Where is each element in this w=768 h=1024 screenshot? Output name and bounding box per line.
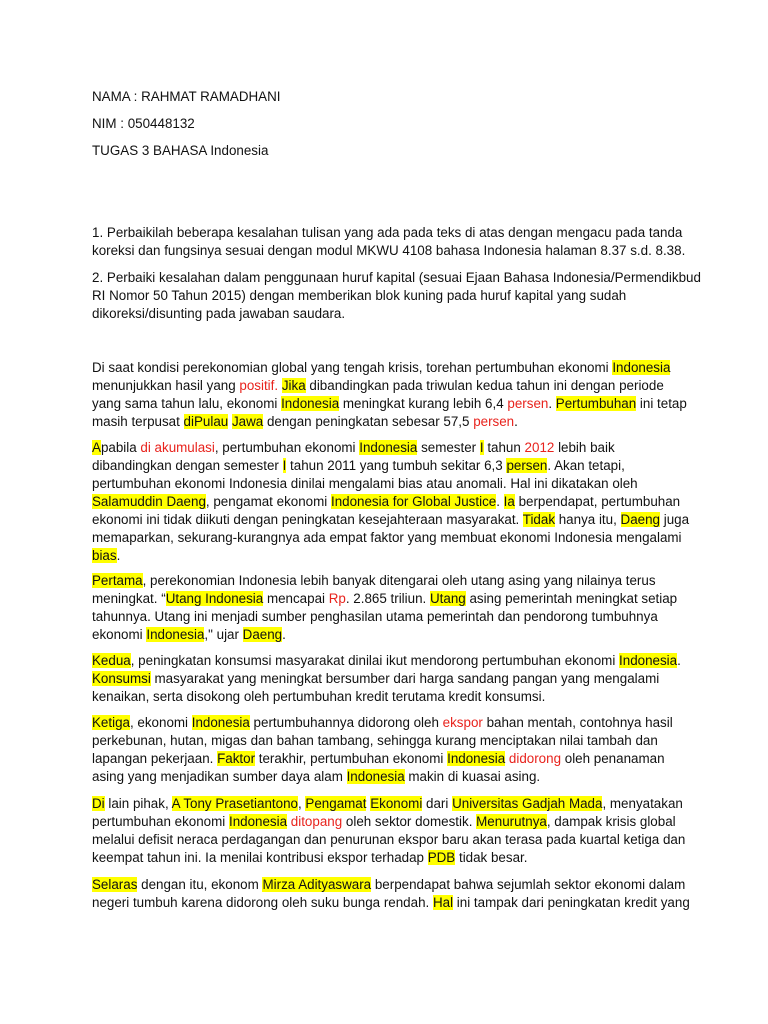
highlighted-text: Menurutnya (476, 814, 547, 829)
highlighted-text: Indonesia (346, 769, 405, 784)
text-span: memaparkan, sekurang-kurangnya ada empat faktor yang membuat ekonomi Indonesia mengalami (92, 530, 682, 545)
highlighted-text: Tidak (522, 512, 556, 527)
text-span: lebih baik (554, 440, 615, 455)
text-span: bahan mentah, contohnya hasil (482, 715, 673, 730)
text-line (92, 849, 692, 867)
text-span: , pertumbuhan ekonomi (214, 440, 360, 455)
highlighted-text: Indonesia (359, 440, 418, 455)
text-span: masyarakat yang meningkat bersumber dari harga sandang pangan yang mengalami (150, 671, 660, 686)
text-span: dengan itu, ekonom (137, 877, 263, 892)
text-span: , pengamat ekonomi (205, 494, 331, 509)
essay-paragraph-1 (92, 359, 692, 431)
text-line (92, 377, 692, 395)
highlighted-text: Ketiga (92, 715, 130, 730)
text-line: 2. Perbaiki kesalahan dalam penggunaan huruf kapital (sesuai Ejaan Bahasa Indonesia/Permendikbud (92, 270, 701, 285)
highlighted-text: Pertumbuhan (555, 396, 637, 411)
text-line: koreksi dan fungsinya sesuai dengan modul MKWU 4108 bahasa Indonesia halaman 8.37 s.d. 8.38. (92, 243, 686, 258)
corrected-text: didorong (508, 751, 562, 766)
text-line (92, 475, 692, 493)
text-span: . (514, 414, 518, 429)
text-span: pertumbuhan ekonomi (92, 814, 229, 829)
highlighted-text: Indonesia (228, 814, 288, 829)
text-span: meningkat kurang lebih 6,4 (339, 396, 508, 411)
student-name: NAMA : RAHMAT RAMADHANI (92, 89, 281, 104)
text-span: ekonomi ini tidak diikuti dengan peningkatan kesejahteraan masyarakat. (92, 512, 523, 527)
highlighted-text: Utang Indonesia (165, 591, 264, 606)
text-line (92, 652, 692, 670)
text-span: semester (417, 440, 480, 455)
highlighted-text: persen (506, 458, 548, 473)
text-line (92, 688, 692, 706)
text-span: tahunnya. Utang ini menjadi sumber penghasilan utama pemerintah dan pendorong tumbuhnya (92, 609, 658, 624)
text-line (92, 626, 692, 644)
text-span: asing pemerintah meningkat setiap (465, 591, 678, 606)
text-span: berpendapat, pertumbuhan (514, 494, 681, 509)
corrected-text: Rp (328, 591, 346, 606)
text-line (92, 511, 692, 529)
text-line (92, 439, 692, 457)
text-span: yang sama tahun lalu, ekonomi (92, 396, 282, 411)
text-span: dibandingkan dengan semester (92, 458, 283, 473)
text-span: negeri tumbuh karena didorong oleh suku bunga rendah. (92, 895, 433, 910)
highlighted-text: Indonesia (191, 715, 250, 730)
highlighted-text: Kedua (92, 653, 131, 668)
text-span: makin di kuasai asing. (404, 769, 541, 784)
text-line (92, 590, 692, 608)
highlighted-text: Jika (281, 378, 306, 393)
text-line (92, 413, 692, 431)
text-line: dikoreksi/disunting pada jawaban saudara. (92, 306, 346, 321)
text-span: kenaikan, serta disokong oleh pertumbuhan kredit terutama kredit konsumsi. (92, 689, 546, 704)
text-span: . (116, 548, 121, 563)
highlighted-text: Konsumsi (92, 671, 151, 686)
text-span: tidak besar. (455, 850, 528, 865)
text-line (92, 529, 692, 547)
text-span: lain pihak, (104, 796, 172, 811)
text-span: pertumbuhan ekonomi Indonesia dinilai mengalami bias atau anomali. Hal ini dikatakan oleh (92, 476, 638, 491)
text-line (92, 547, 692, 565)
text-line (92, 813, 692, 831)
text-span: , (297, 796, 306, 811)
text-line (92, 732, 692, 750)
text-span: . (282, 627, 286, 642)
text-span: terakhir, pertumbuhan ekonomi (255, 751, 448, 766)
essay-paragraph-2 (92, 439, 692, 565)
task-title: TUGAS 3 BAHASA Indonesia (92, 143, 269, 158)
corrected-text: di akumulasi (140, 440, 215, 455)
highlighted-text: PDB (427, 850, 456, 865)
essay-paragraph-7 (92, 876, 692, 912)
text-span: perkebunan, hutan, migas dan bahan tambang, sehingga kurang menciptakan nilai tambah dan (92, 733, 658, 748)
text-span: asing yang menjadikan sumber daya alam (92, 769, 347, 784)
text-span: meningkat. “ (92, 591, 166, 606)
essay-paragraph-4 (92, 652, 692, 706)
highlighted-text: Utang (429, 591, 466, 606)
highlighted-text: Indonesia for Global Justice (330, 494, 497, 509)
highlighted-text: Faktor (217, 751, 256, 766)
corrected-text: ditopang (290, 814, 343, 829)
text-span: melalui defisit neraca perdagangan dan penurunan ekspor baru akan terasa pada kuartal ketiga dan (92, 832, 686, 847)
student-nim: NIM : 050448132 (92, 116, 195, 131)
highlighted-text: A Tony Prasetiantono (171, 796, 298, 811)
corrected-text: positif. (239, 378, 279, 393)
highlighted-text: Hal (432, 895, 454, 910)
text-line: RI Nomor 50 Tahun 2015) dengan memberikan blok kuning pada huruf kapital yang sudah (92, 288, 627, 303)
highlighted-text: bias (92, 548, 117, 563)
text-line (92, 670, 692, 688)
text-span: ini tetap (636, 396, 687, 411)
text-span: dibandingkan pada triwulan kedua tahun ini dengan periode (305, 378, 664, 393)
text-span: . (548, 396, 556, 411)
highlighted-text: Pertama (92, 573, 143, 588)
corrected-text: ekspor (442, 715, 483, 730)
highlighted-text: Salamuddin Daeng (92, 494, 206, 509)
text-span: masih terpusat (92, 414, 184, 429)
text-span: , menyatakan (602, 796, 683, 811)
highlighted-text: Ekonomi (370, 796, 423, 811)
text-span: ekonomi (92, 627, 147, 642)
text-span: menunjukkan hasil yang (92, 378, 240, 393)
text-span: , dampak krisis global (546, 814, 676, 829)
text-span: ini tampak dari peningkatan kredit yang (453, 895, 690, 910)
text-span: ," ujar (204, 627, 243, 642)
text-span: berpendapat bahwa sejumlah sektor ekonomi dalam (371, 877, 686, 892)
instruction-2 (92, 269, 701, 323)
text-span: dengan peningkatan sebesar 57,5 (263, 414, 474, 429)
text-span: , perekonomian Indonesia lebih banyak ditengarai oleh utang asing yang nilainya terus (142, 573, 656, 588)
highlighted-text: Indonesia (146, 627, 205, 642)
highlighted-text: I (479, 440, 484, 455)
text-line: 1. Perbaikilah beberapa kesalahan tulisan yang ada pada teks di atas dengan mengacu pada tanda (92, 225, 683, 240)
corrected-text: 2012 (524, 440, 555, 455)
highlighted-text: Di (92, 796, 105, 811)
highlighted-text: Jawa (231, 414, 264, 429)
highlighted-text: Indonesia (447, 751, 506, 766)
corrected-text: persen (507, 396, 549, 411)
text-span: , peningkatan konsumsi masyarakat dinilai ikut mendorong pertumbuhan ekonomi (130, 653, 620, 668)
text-line (92, 714, 692, 732)
text-span: Di saat kondisi perekonomian global yang tengah krisis, torehan pertumbuhan ekonomi (92, 360, 613, 375)
highlighted-text: Daeng (620, 512, 660, 527)
text-span: juga (660, 512, 690, 527)
text-line (92, 795, 692, 813)
text-span: lapangan pekerjaan. (92, 751, 218, 766)
text-line (92, 831, 692, 849)
text-line (92, 894, 692, 912)
instruction-1 (92, 224, 692, 260)
text-span: . (496, 494, 504, 509)
text-span: oleh sektor domestik. (342, 814, 477, 829)
highlighted-text: Universitas Gadjah Mada (452, 796, 603, 811)
text-span: hanya itu, (555, 512, 621, 527)
highlighted-text: Ia (503, 494, 515, 509)
highlighted-text: Indonesia (619, 653, 678, 668)
highlighted-text: Mirza Adityaswara (262, 877, 372, 892)
essay-paragraph-3 (92, 572, 692, 644)
text-span: tahun 2011 yang tumbuh sekitar 6,3 (286, 458, 507, 473)
text-line (92, 359, 692, 377)
text-line (92, 876, 692, 894)
essay-paragraph-5 (92, 714, 692, 786)
text-line (92, 493, 692, 511)
text-span: mencapai (263, 591, 329, 606)
highlighted-text: Pengamat (305, 796, 367, 811)
text-span: . (677, 653, 681, 668)
text-line (92, 750, 692, 768)
text-span: oleh penanaman (561, 751, 665, 766)
essay-paragraph-6 (92, 795, 692, 867)
text-span: tahun (483, 440, 525, 455)
text-span: pabila (100, 440, 141, 455)
text-line (92, 572, 692, 590)
text-span: , ekonomi (129, 715, 192, 730)
text-span: dari (422, 796, 453, 811)
highlighted-text: Selaras (92, 877, 138, 892)
text-line (92, 457, 692, 475)
text-line (92, 768, 692, 786)
highlighted-text: diPulau (183, 414, 229, 429)
highlighted-text: Indonesia (281, 396, 340, 411)
highlighted-text: A (92, 440, 101, 455)
text-span: pertumbuhannya didorong oleh (249, 715, 443, 730)
text-span: keempat tahun ini. Ia menilai kontribusi ekspor terhadap (92, 850, 428, 865)
text-span: . Akan tetapi, (547, 458, 625, 473)
highlighted-text: Daeng (242, 627, 283, 642)
text-line (92, 395, 692, 413)
text-line (92, 608, 692, 626)
corrected-text: persen (473, 414, 515, 429)
highlighted-text: I (282, 458, 287, 473)
highlighted-text: Indonesia (612, 360, 671, 375)
text-span: . 2.865 triliun. (345, 591, 430, 606)
